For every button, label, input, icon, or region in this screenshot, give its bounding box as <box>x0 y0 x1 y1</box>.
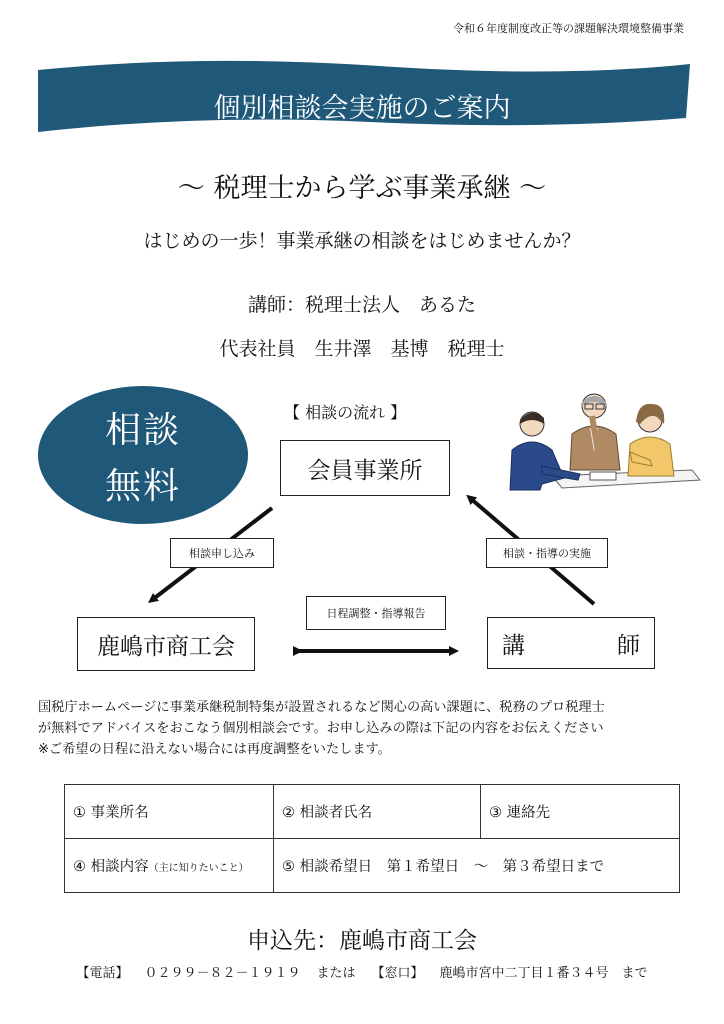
edge-label-schedule: 日程調整・指導報告 <box>306 596 446 630</box>
edge-label-apply: 相談申し込み <box>170 538 274 568</box>
phone-number: ０２９９－８２－１９１９ <box>144 966 301 981</box>
description <box>38 697 688 760</box>
flow-node-chamber: 鹿嶋市商工会 <box>77 617 255 671</box>
window-label: 【窓口】 <box>371 966 424 981</box>
lecturer-char-2: 師 <box>617 632 640 659</box>
item-consultation-content-note: （主に知りたいこと） <box>148 863 249 874</box>
item-consultation-content-label: ④ 相談内容 <box>73 859 149 875</box>
edge-label-guidance: 相談・指導の実施 <box>486 538 608 568</box>
consultation-people-illustration <box>502 380 702 500</box>
flow-title: 【 相談の流れ 】 <box>284 403 407 422</box>
contact-title: 申込先：鹿嶋市商工会 <box>247 928 477 954</box>
badge-line-2: 無料 <box>104 466 181 507</box>
subtitle: ～ 税理士から学ぶ事業承継 ～ <box>177 173 547 204</box>
flow-node-lecturer <box>487 617 655 669</box>
lecturer-firm: 講師：税理士法人 あるた <box>247 294 476 316</box>
table-row <box>65 839 680 893</box>
window-address: 鹿嶋市宮中二丁目１番３４号 まで <box>439 966 648 981</box>
description-line-1: 国税庁ホームページに事業承継税制特集が設置されるなど関心の高い課題に、税務のプロ税理士 <box>38 700 605 715</box>
banner-title: 個別相談会実施のご案内 <box>213 93 511 124</box>
tagline: はじめの一歩！事業承継の相談をはじめませんか？ <box>143 230 581 252</box>
application-items-table <box>64 784 680 893</box>
item-preferred-dates: ⑤ 相談希望日 第１希望日 ～ 第３希望日まで <box>274 839 680 893</box>
lecturer-name: 代表社員 生井澤 基博 税理士 <box>219 338 505 360</box>
badge-line-1: 相談 <box>104 410 181 451</box>
table-row <box>65 785 680 839</box>
description-line-2: が無料でアドバイスをおこなう個別相談会です。お申し込みの際は下記の内容をお伝えください <box>38 721 604 736</box>
item-consultation-content <box>65 839 274 893</box>
lecturer-char-1: 講 <box>502 632 525 659</box>
flow-node-member: 会員事業所 <box>280 440 450 496</box>
program-name: 令和６年度制度改正等の課題解決環境整備事業 <box>453 22 684 35</box>
contact-line <box>0 962 724 981</box>
item-business-name: ① 事業所名 <box>65 785 274 839</box>
item-applicant-name: ② 相談者氏名 <box>274 785 481 839</box>
phone-label: 【電話】 <box>76 966 129 981</box>
item-contact: ③ 連絡先 <box>481 785 680 839</box>
contact-or: または <box>316 966 356 981</box>
description-line-3: ※ご希望の日程に沿えない場合には再度調整をいたします。 <box>38 742 391 757</box>
